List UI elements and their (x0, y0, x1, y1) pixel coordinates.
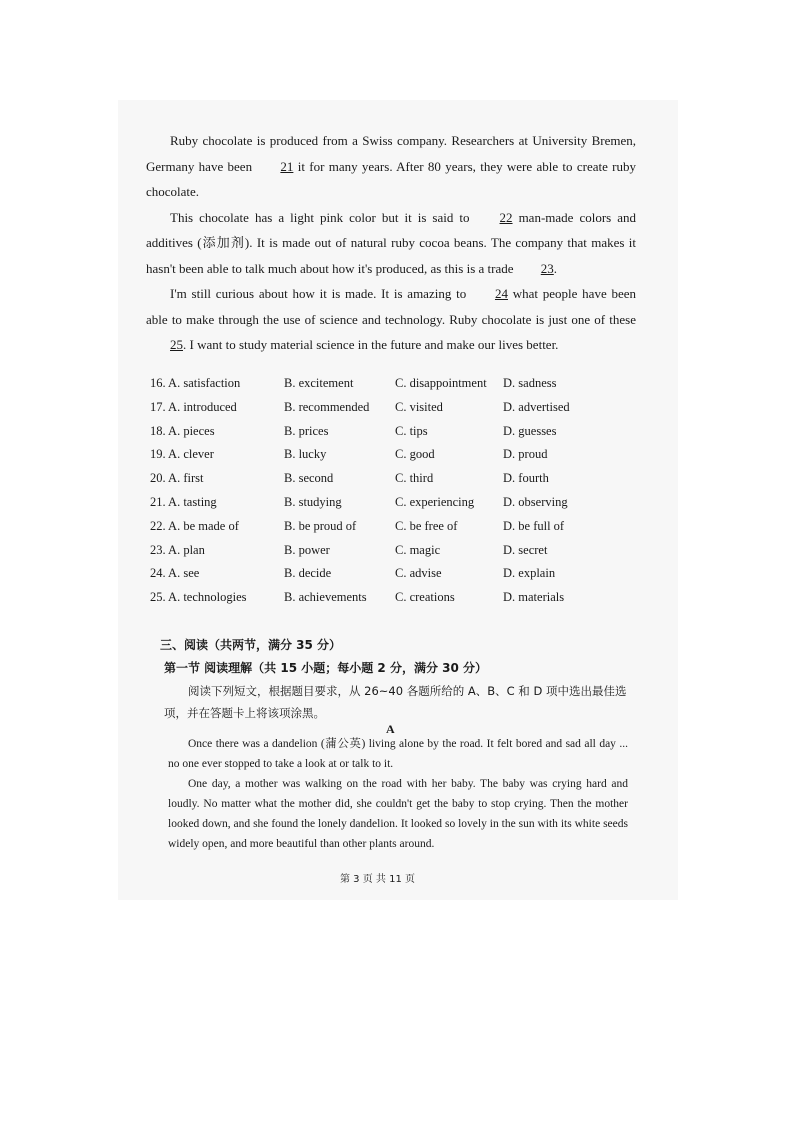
text: man-made colors and additives (添加剂). It is made out of natural ruby cocoa beans. The company that makes it hasn't been able to talk much about how it's produced, as this is a trade (146, 209, 637, 276)
subsection-title: 第一节 阅读理解（共 15 小题；每小题 2 分，满分 30 分） (164, 661, 487, 675)
instructions: 阅读下列短文，根据题目要求，从 26~40 各题所给的 A、B、C 和 D 项中选出最佳选项，并在答题卡上将该项涂黑。 (164, 684, 627, 720)
option-b: B. lucky (284, 447, 327, 462)
question-24 (150, 566, 610, 590)
option-d: D. materials (503, 590, 565, 605)
section-title: 三、阅读（共两节，满分 35 分） (160, 638, 342, 652)
paragraph-1 (146, 128, 636, 205)
option-a: 17. A. introduced (150, 399, 237, 414)
option-a: 22. A. be made of (150, 518, 239, 533)
option-b: B. recommended (284, 399, 370, 414)
paragraph-2 (146, 205, 636, 282)
option-d: D. observing (503, 494, 568, 509)
question-22 (150, 519, 610, 543)
option-c: C. visited (395, 399, 443, 414)
blank-22: 22 (499, 209, 513, 225)
option-c: C. tips (395, 423, 428, 438)
blank-21: 21 (280, 158, 294, 174)
option-d: D. secret (503, 542, 548, 557)
reading-passage-a (168, 734, 628, 854)
question-18 (150, 424, 610, 448)
text: it for many years. After 80 years, they were able to create ruby chocolate. (146, 158, 637, 199)
option-a: 18. A. pieces (150, 423, 215, 438)
option-c: C. be free of (395, 518, 458, 533)
option-b: B. power (284, 542, 330, 557)
text: what people have been able to make through the use of science and technology. Ruby chocolate is just one of these (146, 286, 637, 327)
option-a: 24. A. see (150, 566, 200, 581)
option-b: B. studying (284, 494, 342, 509)
option-d: D. guesses (503, 423, 557, 438)
story-paragraph-1: Once there was a dandelion (蒲公英) living alone by the road. It felt bored and sad all day ... no one ever stopped to take a look at or talk to it. (168, 738, 628, 770)
option-b: B. second (284, 471, 334, 486)
story-paragraph-2: One day, a mother was walking on the road with her baby. The baby was crying hard and loudly. No matter what the mother did, she couldn't get the baby to stop crying. Then the mother looked down, and she found the lonely dandelion. It looked so lovely in the sun with its white seeds widely open, and more beautiful than other plants around. (168, 778, 628, 850)
option-c: C. advise (395, 566, 442, 581)
option-d: D. sadness (503, 376, 557, 390)
option-d: D. advertised (503, 399, 570, 414)
answer-options (150, 376, 610, 614)
question-20 (150, 471, 610, 495)
text: . (553, 260, 558, 276)
option-b: B. achievements (284, 590, 367, 605)
cloze-passage (146, 128, 636, 358)
option-d: D. explain (503, 566, 556, 581)
option-c: C. good (395, 447, 435, 462)
text: I'm still curious about how it is made. It is amazing to (170, 286, 467, 301)
page-number: 第 3 页 共 11 页 (340, 874, 415, 885)
question-19 (150, 447, 610, 471)
question-25 (150, 590, 610, 614)
option-d: D. proud (503, 447, 548, 462)
blank-24: 24 (494, 286, 508, 301)
option-a: 20. A. first (150, 471, 204, 486)
question-23 (150, 543, 610, 567)
passage-label: A (386, 722, 395, 736)
option-a: 25. A. technologies (150, 590, 247, 605)
text: This chocolate has a light pink color but it is said to (170, 209, 470, 225)
option-d: D. fourth (503, 471, 549, 486)
option-c: C. creations (395, 590, 455, 605)
question-16 (150, 376, 610, 400)
option-c: C. magic (395, 542, 441, 557)
text: . I want to study material science in the future and make our lives better. (183, 337, 559, 352)
question-21 (150, 495, 610, 519)
option-a: 23. A. plan (150, 542, 205, 557)
option-c: C. third (395, 471, 434, 486)
option-a: 16. A. satisfaction (150, 376, 241, 390)
option-b: B. prices (284, 423, 329, 438)
option-a: 21. A. tasting (150, 494, 217, 509)
option-b: B. decide (284, 566, 332, 581)
blank-25: 25 (170, 337, 183, 352)
option-a: 19. A. clever (150, 447, 214, 462)
blank-23: 23 (540, 260, 554, 276)
option-b: B. excitement (284, 376, 354, 390)
option-d: D. be full of (503, 518, 565, 533)
option-c: C. experiencing (395, 494, 475, 509)
option-c: C. disappointment (395, 376, 487, 390)
paragraph-3 (146, 281, 636, 358)
question-17 (150, 400, 610, 424)
text: Ruby chocolate is produced from a Swiss company. Researchers at University Bremen, Germany have been (146, 133, 636, 174)
option-b: B. be proud of (284, 518, 357, 533)
